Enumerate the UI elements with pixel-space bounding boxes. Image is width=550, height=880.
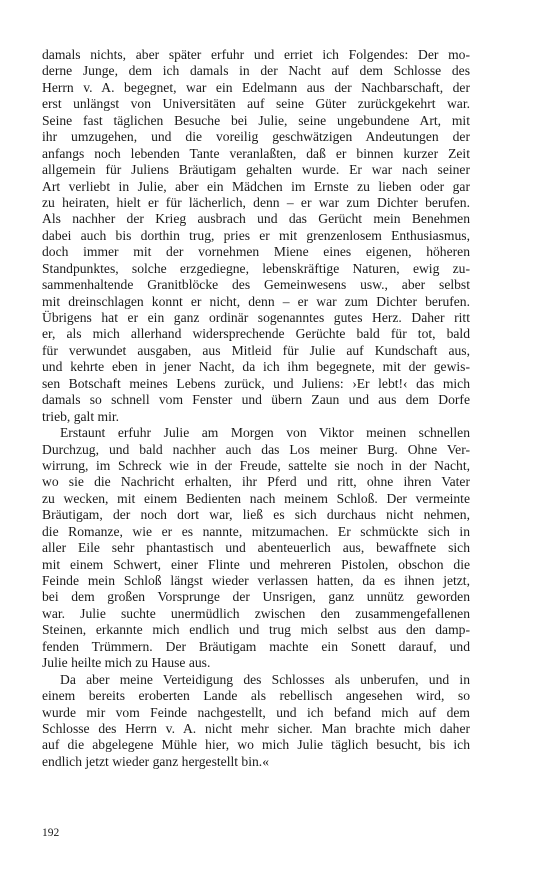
text-line: erst unlängst von Universitäten auf seine Güter zurückgekehrt war. bbox=[42, 96, 470, 112]
text-line: Julie heilte mich zu Hause aus. bbox=[42, 655, 211, 671]
text-line: derne Junge, dem ich damals in der Nacht auf dem Schlosse des bbox=[42, 63, 470, 79]
body-text bbox=[42, 47, 470, 770]
text-line: Feinde mein Schloß längst wieder verlassen hatten, da es ihnen jetzt, bbox=[42, 573, 470, 588]
text-line: damals so schnell vom Fenster und übern Zaun und aus dem Dorfe bbox=[42, 392, 470, 408]
text-line: anfangs noch lebenden Tante veranlaßten, daß er binnen kurzer Zeit bbox=[42, 145, 470, 161]
text-line: auf die abgelegene Mühle hier, wo mich Julie täglich besucht, bis ich bbox=[42, 737, 470, 753]
text-line: für verwundet ausgaben, aus Mitleid für Julie auf Kundschaft aus, bbox=[42, 342, 470, 358]
text-line: wurde mir vom Feinde nachgestellt, und ich befand mich auf dem bbox=[42, 704, 470, 720]
page-number: 192 bbox=[42, 827, 60, 839]
text-line: wo sie die Nachricht erhalten, ihr Pferd und ritt, ohne ihren Vater bbox=[42, 474, 470, 490]
text-line: mit dreinschlagen konnt er nicht, denn – er war zum Dichter berufen. bbox=[42, 293, 470, 309]
text-line: Schlosse des Herrn v. A. nicht mehr sicher. Man brachte mich daher bbox=[42, 720, 470, 736]
text-line: zu wecken, mit einem Bedienten nach meinem Schloß. Der vermeinte bbox=[42, 490, 470, 506]
text-line: Art verliebt in Julie, aber ein Mädchen im Ernste zu lieben oder gar bbox=[42, 178, 470, 194]
text-line: dabei auch bis dorthin trug, pries er mit grenzenlosem Enthusiasmus, bbox=[42, 227, 470, 243]
text-line: war. Julie suchte unermüdlich zwischen den zusammengefallenen bbox=[42, 605, 470, 621]
text-line: wirrung, im Schreck wie in der Freude, sattelte sie noch in der Nacht, bbox=[42, 457, 470, 473]
text-line: und kehrte eben in jener Nacht, da ich ihm begegnete, mit der gewis- bbox=[42, 359, 470, 375]
text-line: allgemein für Juliens Bräutigam gehalten wurde. Er war nach seiner bbox=[42, 162, 470, 178]
text-line: aller Eile sehr phantastisch und abenteuerlich aus, bewaffnete sich bbox=[42, 540, 470, 556]
text-line: mit einem Schwert, einer Flinte und mehreren Pistolen, obschon die bbox=[42, 556, 470, 572]
text-line: die Romanze, wie er es nannte, mitzumachen. Er schmückte sich in bbox=[42, 523, 470, 539]
text-line: Standpunktes, solche erzgediegne, lebenskräftige Naturen, ewig zu- bbox=[42, 260, 470, 276]
text-line: doch immer mit der vornehmen Miene eines eigenen, höheren bbox=[42, 244, 470, 260]
text-line: einem bereits eroberten Lande als rebellisch angesehen wird, so bbox=[42, 688, 470, 704]
text-line: er, als mich allerhand widersprechende Gerüchte bald für tot, bald bbox=[42, 326, 470, 342]
text-line: fenden Trümmern. Der Bräutigam machte ein Sonett darauf, und bbox=[42, 638, 470, 654]
text-line: Erstaunt erfuhr Julie am Morgen von Viktor meinen schnellen bbox=[60, 425, 470, 441]
text-line: Übrigens hat er ein ganz ordinär sogenanntes gutes Herz. Daher ritt bbox=[42, 310, 470, 325]
text-line: bei dem großen Vorsprunge der Unsrigen, ganz unnütz geworden bbox=[42, 589, 470, 605]
text-line: Durchzug, und bald nachher auch das Los meiner Burg. Ohne Ver- bbox=[42, 441, 470, 457]
text-line: zu heiraten, hielt er für lächerlich, denn – er war zum Dichter berufen. bbox=[42, 194, 470, 210]
text-line: sen Botschaft meines Lebens zurück, und Juliens: ›Er lebt!‹ das mich bbox=[42, 375, 470, 391]
text-line: endlich jetzt wieder ganz hergestellt bin.« bbox=[42, 753, 269, 769]
text-line: Da aber meine Verteidigung des Schlosses als unberufen, und in bbox=[60, 671, 470, 687]
text-line: damals nichts, aber später erfuhr und erriet ich Folgendes: Der mo- bbox=[42, 47, 470, 62]
text-line: ihr umzugehen, und die voreilig geschwätzigen Andeutungen der bbox=[42, 129, 470, 145]
text-line: sammenhaltende Granitblöcke des Gemeinwesens usw., aber selbst bbox=[42, 277, 470, 293]
text-line: Bräutigam, der noch dort war, ließ es sich durchaus nicht nehmen, bbox=[42, 507, 470, 523]
text-line: Herrn v. A. begegnet, war ein Edelmann aus der Nachbarschaft, der bbox=[42, 79, 470, 95]
text-line: trieb, galt mir. bbox=[42, 408, 120, 424]
text-line: Steinen, erkannte mich endlich und trug mich selbst aus den damp- bbox=[42, 622, 470, 638]
text-line: Seine fast täglichen Besuche bei Julie, seine ungebundene Art, mit bbox=[42, 112, 470, 128]
text-line: Als nachher der Krieg ausbrach und das Gerücht mein Benehmen bbox=[42, 211, 470, 227]
